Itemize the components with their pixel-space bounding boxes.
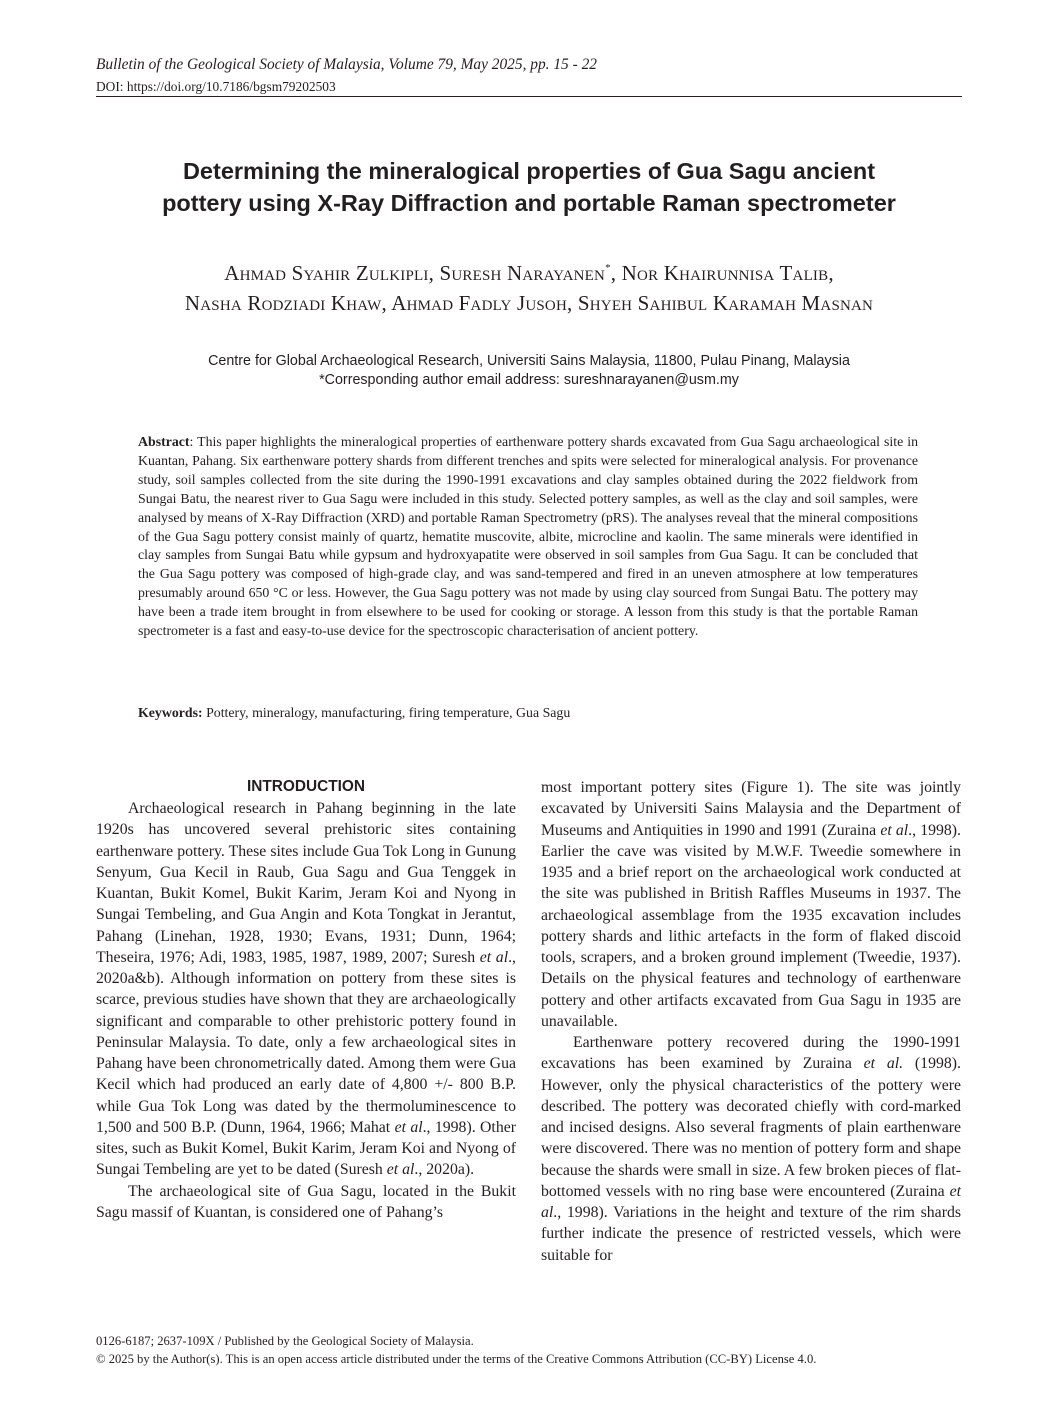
text-run: (1998). However, only the physical characteristics of the pottery were described. The pottery was decorated chiefly with cord-marked and incised designs. Also several fragments of plain earthenware were discovered. There was no mention of pottery form and shape because the shards were small in size. A few broken pieces of flat-bottomed vessels with no ring base were encountered (Zuraina (541, 1055, 961, 1200)
corresponding-email: *Corresponding author email address: sureshnarayanen@usm.my (319, 372, 739, 388)
text-run: ., 2020a&b). Although information on pottery from these sites is scarce, previous studies have shown that they are archaeologically significant and comparable to other prehistoric pottery found in Peninsular Malaysia. To date, only a few archaeological sites in Pahang have been chronometrically dated. Among them were Gua Kecil which had produced an early date of 4,800 +/- 800 B.P. while Gua Tok Long was dated by the thermoluminescence to 1,500 and 500 B.P. (Dunn, 1964, 1966; Mahat (96, 948, 516, 1136)
text-run: Archaeological research in Pahang beginning in the late 1920s has uncovered several prehistoric sites containing earthenware pottery. These sites include Gua Tok Long in Gunung Senyum, Gua Kecil in Raub, Gua Sagu and Gua Tenggek in Kuantan, Bukit Komel, Bukit Karim, Jeram Koi and Nyong in Sungai Tembeling, and Gua Angin and Kota Tongkat in Jerantut, Pahang (Linehan, 1928, 1930; Evans, 1931; Dunn, 1964; Theseira, 1976; Adi, 1983, 1985, 1987, 1989, 2007; Suresh (96, 800, 516, 966)
keywords (138, 703, 918, 722)
institution: Centre for Global Archaeological Research, Universiti Sains Malaysia, 11800, Pulau Pinang, Malaysia (208, 353, 850, 369)
affiliation (96, 352, 962, 390)
text-run: et al (541, 1182, 961, 1221)
body-column-right (541, 777, 961, 1266)
abstract-label: Abstract (138, 434, 190, 449)
keywords-text: Pottery, mineralogy, manufacturing, firing temperature, Gua Sagu (202, 705, 571, 720)
text-run: et al. (863, 1055, 904, 1073)
paragraph (96, 798, 516, 1181)
title-line-1: Determining the mineralogical properties of Gua Sagu ancient (182, 158, 876, 184)
footer-license: © 2025 by the Author(s). This is an open access article distributed under the terms of the Creative Commons Attribution (CC-BY) License 4.0. (96, 1352, 817, 1366)
corresponding-mark: * (605, 262, 611, 274)
author-name: Suresh Narayanen (439, 261, 606, 285)
text-run: et al (394, 1118, 423, 1136)
abstract (138, 433, 918, 641)
text-run: ., 1998). Earlier the cave was visited by M.W.F. Tweedie somewhere in 1935 and a brief report on the archaeological work conducted at the site was published in British Raffles Museums in 1937. The archaeological assemblage from the 1935 excavation includes pottery shards and lithic artefacts in the form of flaked discoid tools, scrapers, and a broken ground implement (Tweedie, 1937). Details on the physical features and technology of earthenware pottery and other artifacts excavated from Gua Sagu in 1935 are unavailable. (541, 821, 961, 1030)
footer-issn: 0126-6187; 2637-109X / Published by the Geological Society of Malaysia. (96, 1334, 474, 1348)
body-column-left (96, 777, 516, 1223)
paper-title (96, 155, 962, 219)
author-line-2: Nasha Rodziadi Khaw, Ahmad Fadly Jusoh, Shyeh Sahibul Karamah Masnan (184, 291, 874, 315)
abstract-text: : This paper highlights the mineralogical properties of earthenware pottery shards excavated from Gua Sagu archaeological site in Kuantan, Pahang. Six earthenware pottery shards from different trenches and spits were selected for mineralogical analysis. For provenance study, soil samples collected from the site during the 1990-1991 excavations and clay samples obtained during the 2022 fieldwork from Sungai Batu, the nearest river to Gua Sagu were included in this study. Selected pottery samples, as well as the clay and soil samples, were analysed by means of X-Ray Diffraction (XRD) and portable Raman Spectrometry (pRS). The analyses reveal that the mineral compositions of the Gua Sagu pottery consist mainly of quartz, hematite muscovite, albite, microcline and kaolin. The same minerals were identified in clay samples from Sungai Batu while gypsum and hydroxyapatite were observed in soil samples from Gua Sagu. It can be concluded that the Gua Sagu pottery was composed of high-grade clay, and was sand-tempered and fired in an uneven atmosphere at low temperatures presumably around 650 °C or less. However, the Gua Sagu pottery was not made by using clay sourced from Sungai Batu. The pottery may have been a trade item brought in from elsewhere to be used for cooking or storage. A lesson from this study is that the portable Raman spectrometer is a fast and easy-to-use device for the spectroscopic characterisation of ancient pottery. (138, 434, 918, 639)
header-divider (96, 96, 962, 97)
title-line-2: pottery using X-Ray Diffraction and portable Raman spectrometer (162, 190, 896, 216)
author-line-1 (96, 258, 962, 288)
paragraph (541, 1032, 961, 1266)
text-run: ., 2020a). (414, 1161, 475, 1179)
paragraph (541, 777, 961, 1032)
section-heading: INTRODUCTION (247, 778, 365, 795)
text-run: et al (880, 821, 909, 839)
author-name: Ahmad Syahir Zulkipli, (224, 261, 440, 285)
text-run: et al (479, 948, 509, 966)
text-run: Earthenware pottery recovered during the 1990-1991 excavations has been examined by Zuraina (541, 1034, 961, 1073)
text-run: most important pottery sites (Figure 1). The site was jointly excavated by Universiti Sains Malaysia and the Department of Museums and Antiquities in 1990 and 1991 (Zuraina (541, 779, 961, 839)
text-run: et al (386, 1161, 415, 1179)
text-run: ., 1998). Variations in the height and texture of the rim shards further indicate the presence of restricted vessels, which were suitable for (541, 1204, 961, 1264)
paragraph: The archaeological site of Gua Sagu, located in the Bukit Sagu massif of Kuantan, is considered one of Pahang’s (96, 1182, 516, 1221)
author-list (96, 258, 962, 318)
doi-line: DOI: https://doi.org/10.7186/bgsm79202503 (96, 79, 336, 94)
keywords-label: Keywords: (138, 705, 203, 720)
text-run: ., 1998). Other sites, such as Bukit Komel, Bukit Karim, Jeram Koi and Nyong of Sungai Tembeling are yet to be dated (Suresh (96, 1118, 516, 1179)
author-name: , Nor Khairunnisa Talib, (610, 261, 834, 285)
journal-citation: Bulletin of the Geological Society of Malaysia, Volume 79, May 2025, pp. 15 - 22 (96, 56, 597, 73)
